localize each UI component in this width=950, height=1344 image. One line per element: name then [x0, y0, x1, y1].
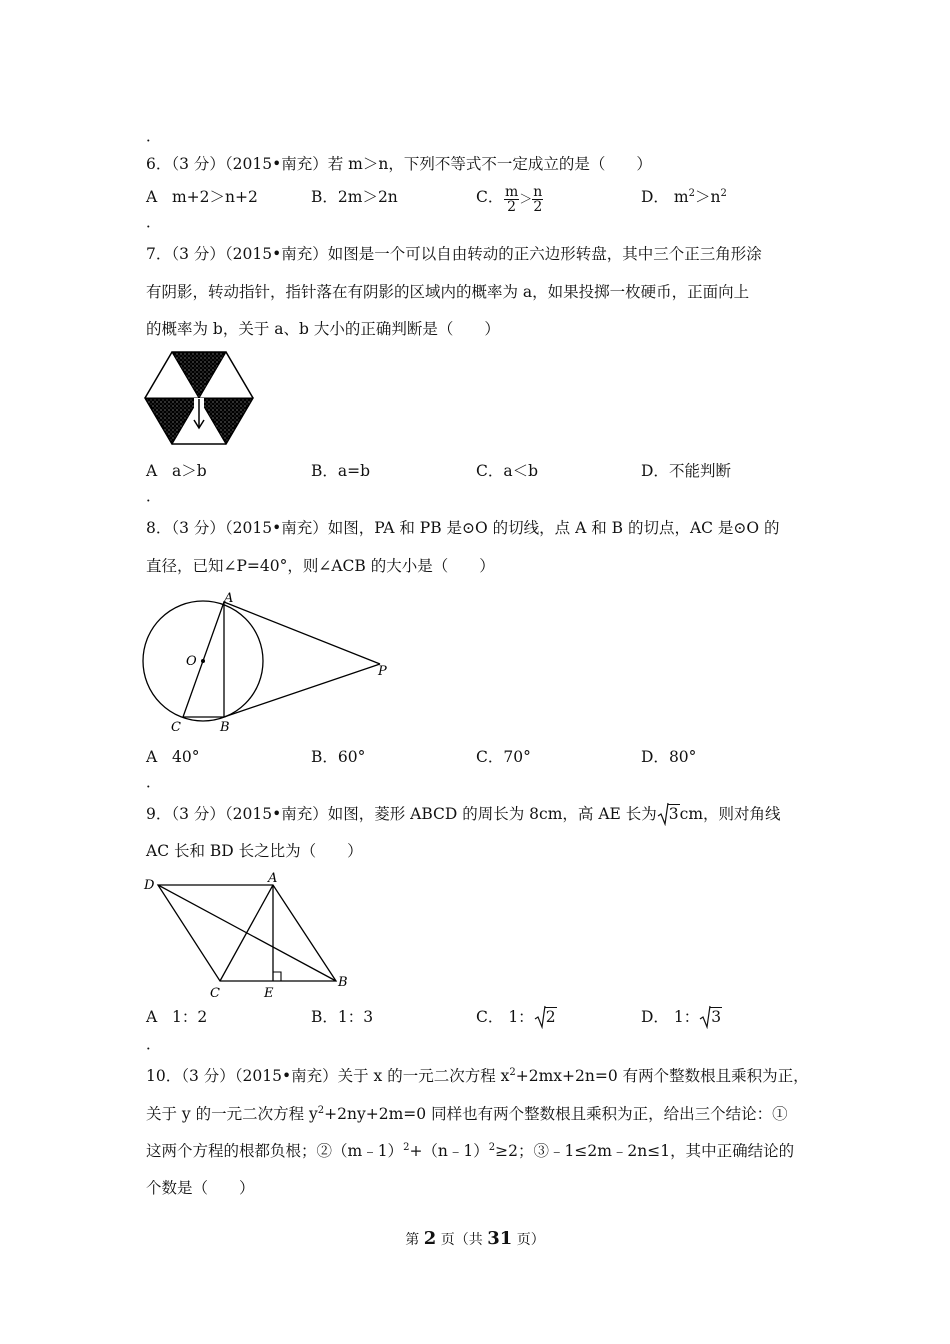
- q6-option-d-base2: n: [710, 188, 721, 206]
- q7-option-d-label: D．: [641, 462, 669, 480]
- q8-line1: 8．（3 分）（2015•南充）如图，PA 和 PB 是⊙O 的切线，点 A 和 B 的切点，AC 是⊙O 的: [146, 519, 780, 537]
- q9-option-d-sqrt: 3: [699, 1007, 722, 1027]
- q7-dot: ．: [146, 487, 162, 505]
- leading-dot: ．: [146, 127, 162, 145]
- q10-line4: 个数是（ ）: [146, 1179, 255, 1197]
- label-p: P: [378, 664, 387, 679]
- q8-option-b-text: 60°: [337, 748, 366, 766]
- q7-option-b: [311, 461, 370, 481]
- footer-post: 页）: [516, 1232, 545, 1248]
- q8-option-c-text: 70°: [503, 748, 531, 766]
- q10-line3-a: 这两个方程的根都负根；②（m﹣1）: [146, 1142, 404, 1160]
- q6-option-d-exp2: 2: [720, 187, 727, 199]
- q9-sqrt3: 3: [657, 804, 680, 824]
- q8-option-b-label: B．: [311, 748, 338, 766]
- q8-option-b: [311, 747, 365, 767]
- q7-option-b-text: a=b: [337, 462, 371, 480]
- q9-line1-post: cm，则对角线: [679, 805, 781, 823]
- q9-option-c-pre: 1：: [508, 1008, 534, 1026]
- q8-option-c: [476, 747, 531, 767]
- q10-line2: [146, 1104, 788, 1124]
- q10-line2-post: +2ny+2m=0 同样也有两个整数根且乘积为正，给出三个结论：①: [324, 1105, 788, 1123]
- q10-line3-b: +（n﹣1）: [409, 1142, 489, 1160]
- q10-line1-pre: 10．（3 分）（2015•南充）关于 x 的一元二次方程 x: [146, 1067, 510, 1085]
- footer-mid: 页（共: [440, 1232, 483, 1248]
- label-a: A: [268, 871, 278, 886]
- q6-option-d-label: D．: [641, 188, 669, 206]
- q10-line3-exp2: 2: [488, 1141, 496, 1153]
- q9-option-d-label: D．: [641, 1008, 669, 1026]
- q9-line1: [146, 804, 781, 824]
- q8-option-a: [146, 747, 199, 767]
- q8-option-d: [641, 747, 696, 767]
- q6-option-a-text: m+2＞n+2: [171, 188, 258, 206]
- q6-option-b: [311, 187, 398, 207]
- q9-option-b: [311, 1007, 373, 1027]
- q6-option-a-label: A: [146, 188, 158, 206]
- label-b: B: [220, 720, 230, 735]
- q6-stem: 6．（3 分）（2015•南充）若 m＞n，下列不等式不一定成立的是（ ）: [146, 155, 652, 173]
- q10-line1-post: +2mx+2n=0 有两个整数根且乘积为正，: [515, 1067, 809, 1085]
- q8-line2: 直径，已知∠P=40°，则∠ACB 的大小是（ ）: [146, 557, 495, 575]
- q7-line2: 有阴影，转动指针，指针落在有阴影的区域内的概率为 a，如果投掷一枚硬币，正面向上: [146, 283, 750, 301]
- q10-line3-c: ≥2；③﹣1≤2m﹣2n≤1，其中正确结论的: [495, 1142, 795, 1160]
- q7-option-a-text: a＞b: [171, 462, 207, 480]
- q10-line2-exp: 2: [317, 1104, 325, 1116]
- q9-option-c-label: C．: [476, 1008, 504, 1026]
- q9-line2: AC 长和 BD 长之比为（ ）: [146, 842, 363, 860]
- q6-option-d: [641, 187, 727, 207]
- q9-dot: ．: [146, 1035, 162, 1053]
- q9-option-a-label: A: [146, 1008, 158, 1026]
- q6-option-c-frac1: $\frac{m}{2}$: [505, 184, 519, 215]
- q6-option-a: [146, 187, 258, 207]
- q10-line3-exp1: 2: [403, 1141, 410, 1153]
- rhombus-figure: [140, 870, 360, 1002]
- q6-option-d-exp1: 2: [688, 187, 695, 199]
- q6-option-c-frac2: $\frac{n}{2}$: [533, 184, 543, 215]
- footer-total-pages: 31: [487, 1228, 513, 1249]
- q6-option-c-label: C．: [476, 188, 504, 206]
- q10-line2-pre: 关于 y 的一元二次方程 y: [146, 1105, 318, 1123]
- tangent-circle-figure: [138, 588, 398, 738]
- q7-option-d-text: 不能判断: [668, 462, 731, 480]
- q9-option-a-text: 1：2: [171, 1008, 208, 1026]
- label-c: C: [210, 986, 220, 1001]
- q8-option-d-label: D．: [641, 748, 669, 766]
- label-e: E: [264, 986, 274, 1001]
- shaded-triangle-left: [145, 398, 199, 444]
- q6-option-d-base1: m: [673, 188, 689, 206]
- q6-option-d-op: ＞: [694, 188, 711, 206]
- q10-line3: [146, 1141, 794, 1161]
- q10-line1: [146, 1066, 809, 1086]
- q7-option-d: [641, 461, 731, 481]
- q9-option-c: [476, 1007, 557, 1027]
- q9-option-b-text: 1：3: [337, 1008, 374, 1026]
- label-a: A: [224, 591, 234, 606]
- page-footer: [0, 1228, 950, 1249]
- right-angle-mark: [273, 972, 281, 981]
- q9-option-c-sqrt: 2: [534, 1007, 557, 1027]
- q6-option-c: [476, 184, 543, 215]
- q9-option-d: [641, 1007, 722, 1027]
- q9-option-d-pre: 1：: [673, 1008, 700, 1026]
- label-o: O: [186, 654, 197, 669]
- q9-option-a: [146, 1007, 207, 1027]
- q6-option-b-text: 2m＞2n: [337, 188, 398, 206]
- q9-line1-pre: 9．（3 分）（2015•南充）如图，菱形 ABCD 的周长为 8cm，高 AE 长为: [146, 805, 657, 823]
- q6-dot: ．: [146, 213, 162, 231]
- q7-option-c-text: a＜b: [503, 462, 539, 480]
- q7-line3: 的概率为 b，关于 a、b 大小的正确判断是（ ）: [146, 320, 500, 338]
- q8-option-c-label: C．: [476, 748, 504, 766]
- q6-option-c-op: ＞: [519, 192, 533, 208]
- q7-option-a: [146, 461, 207, 481]
- q8-option-d-text: 80°: [668, 748, 697, 766]
- footer-pre: 第: [405, 1232, 420, 1248]
- q8-option-a-text: 40°: [171, 748, 200, 766]
- q9-option-b-label: B．: [311, 1008, 338, 1026]
- q8-dot: ．: [146, 773, 162, 791]
- label-b: B: [338, 975, 348, 990]
- shaded-triangle-right: [199, 398, 253, 444]
- q6-option-b-label: B．: [311, 188, 338, 206]
- q7-line1: 7．（3 分）（2015•南充）如图是一个可以自由转动的正六边形转盘，其中三个正三角形涂: [146, 245, 762, 263]
- q10-line1-exp: 2: [509, 1066, 516, 1078]
- q7-option-a-label: A: [146, 462, 158, 480]
- q7-option-c: [476, 461, 538, 481]
- footer-page-number: 2: [423, 1228, 437, 1249]
- q7-option-b-label: B．: [311, 462, 338, 480]
- label-c: C: [171, 720, 181, 735]
- q8-option-a-label: A: [146, 748, 158, 766]
- hexagon-spinner-figure: [140, 349, 258, 449]
- label-d: D: [144, 878, 155, 893]
- shaded-triangle-top: [172, 352, 226, 398]
- q7-option-c-label: C．: [476, 462, 504, 480]
